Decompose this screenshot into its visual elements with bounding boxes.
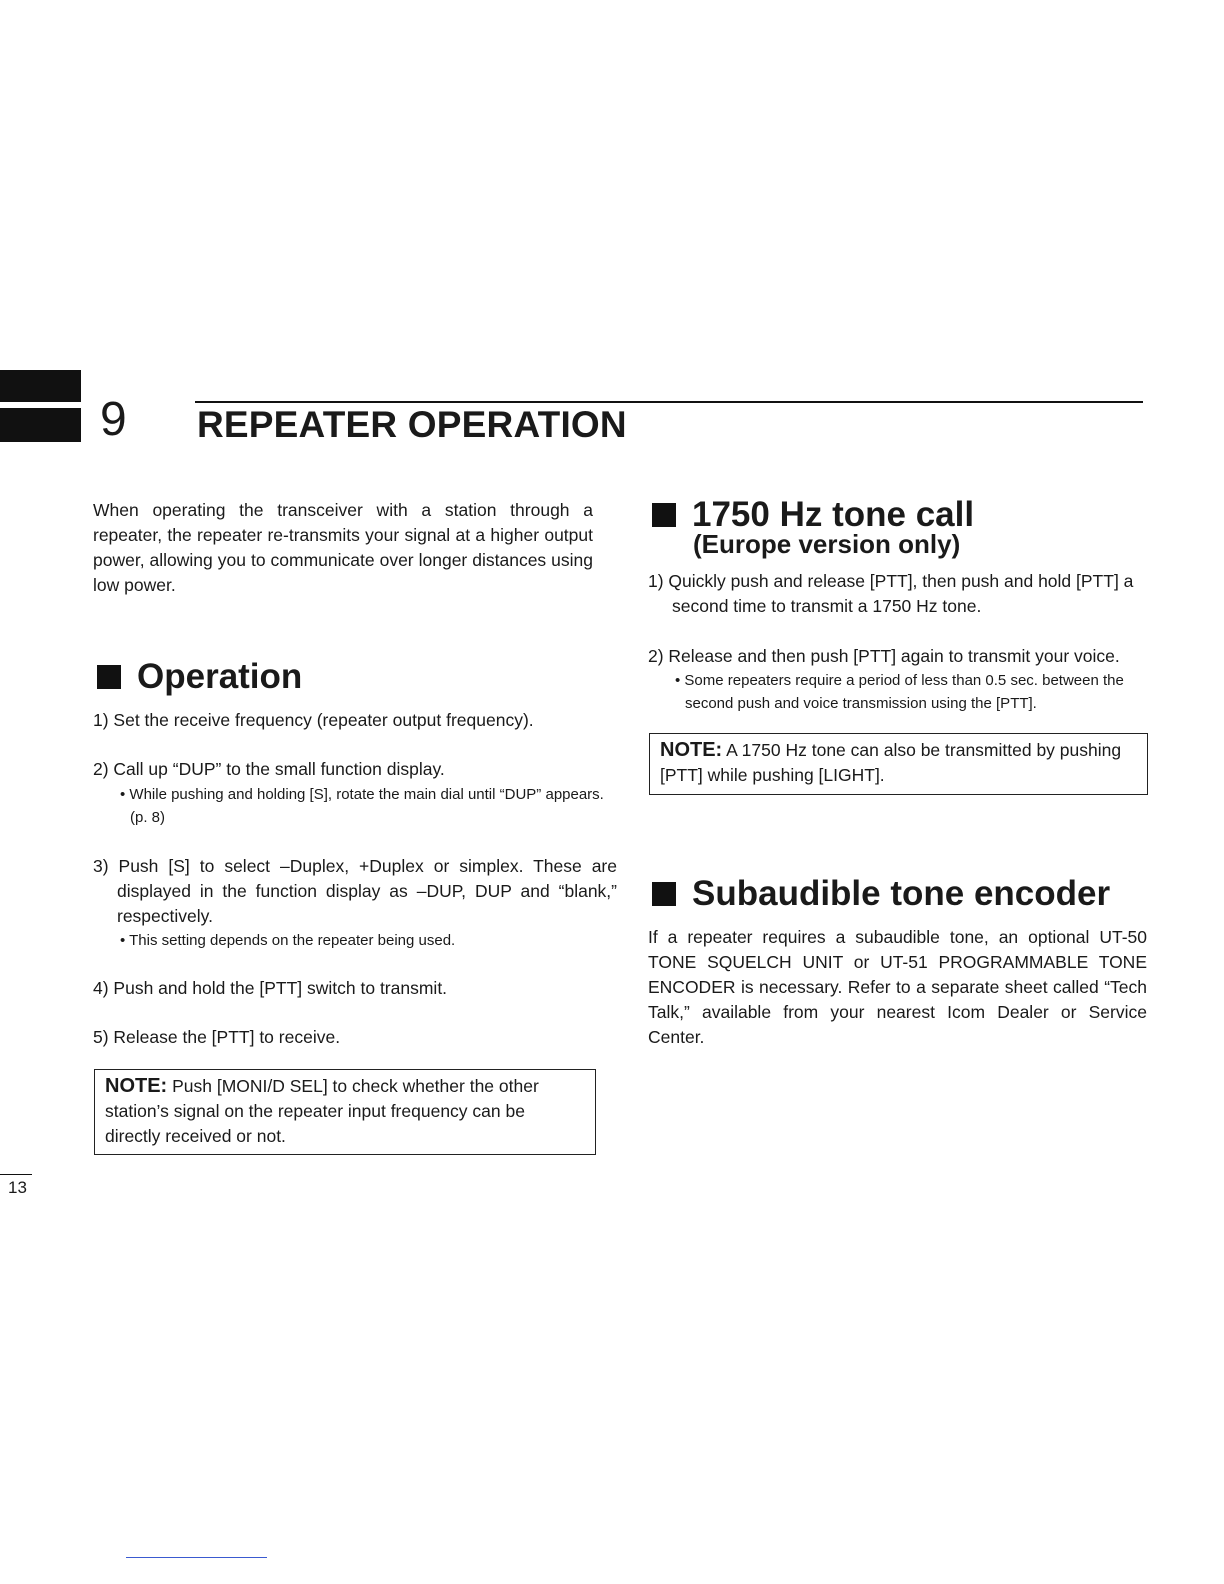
operation-step-1: 1) Set the receive frequency (repeater output frequency). <box>93 710 534 730</box>
note-label: NOTE: <box>105 1075 168 1097</box>
subaudible-heading-text: Subaudible tone encoder <box>692 874 1111 913</box>
chapter-title: REPEATER OPERATION <box>197 404 627 445</box>
note-label: NOTE: <box>660 739 723 761</box>
bullet-square-icon <box>652 503 676 527</box>
bullet-square-icon <box>97 665 121 689</box>
tone-call-heading-text: 1750 Hz tone call <box>692 495 975 534</box>
page-number: 13 <box>8 1178 27 1197</box>
tone-call-step-2-note: • Some repeaters require a period of less than 0.5 sec. between the second push and voice transmission using the [PTT]. <box>675 672 1124 712</box>
page-number-rule <box>0 1174 32 1175</box>
subaudible-heading <box>652 874 1110 914</box>
tone-call-note-box <box>649 733 1148 795</box>
bullet-square-icon <box>652 882 676 906</box>
operation-heading <box>97 657 302 697</box>
chapter-tab-upper <box>0 370 81 402</box>
operation-note-box <box>94 1069 596 1155</box>
bottom-rule <box>126 1557 267 1558</box>
tone-call-subheading: (Europe version only) <box>693 529 961 559</box>
subaudible-paragraph: If a repeater requires a subaudible tone, an optional UT-50 TONE SQUELCH UNIT or UT-51 PROGRAMMABLE TONE ENCODER is necessary. Refer to a separate sheet called “Tech Talk,” available from your nearest Icom Dealer or Service Center. <box>648 927 1147 1047</box>
note-text: A 1750 Hz tone can also be transmitted by pushing [PTT] while pushing [LIGHT]. <box>660 740 1122 785</box>
operation-step-3: 3) Push [S] to select –Duplex, +Duplex or simplex. These are displayed in the function display as –DUP, DUP and “blank,” respectively. <box>93 856 617 926</box>
chapter-number: 9 <box>100 393 127 446</box>
intro-paragraph: When operating the transceiver with a station through a repeater, the repeater re-transmits your signal at a higher output power, allowing you to communicate over longer distances using low power. <box>93 500 593 595</box>
operation-step-4: 4) Push and hold the [PTT] switch to transmit. <box>93 978 448 998</box>
tone-call-step-1: 1) Quickly push and release [PTT], then push and hold [PTT] a second time to transmit a 1750 Hz tone. <box>648 571 1134 616</box>
operation-step-2: 2) Call up “DUP” to the small function display. <box>93 759 445 779</box>
note-text: Push [MONI/D SEL] to check whether the other station’s signal on the repeater input frequency can be directly received or not. <box>105 1076 539 1146</box>
operation-step-3-note: • This setting depends on the repeater being used. <box>120 932 456 949</box>
operation-step-5: 5) Release the [PTT] to receive. <box>93 1027 341 1047</box>
chapter-tab-lower <box>0 408 81 442</box>
tone-call-step-2: 2) Release and then push [PTT] again to transmit your voice. <box>648 646 1120 666</box>
operation-heading-text: Operation <box>137 657 303 696</box>
operation-step-2-note: • While pushing and holding [S], rotate the main dial until “DUP” appears. (p. 8) <box>120 786 604 826</box>
